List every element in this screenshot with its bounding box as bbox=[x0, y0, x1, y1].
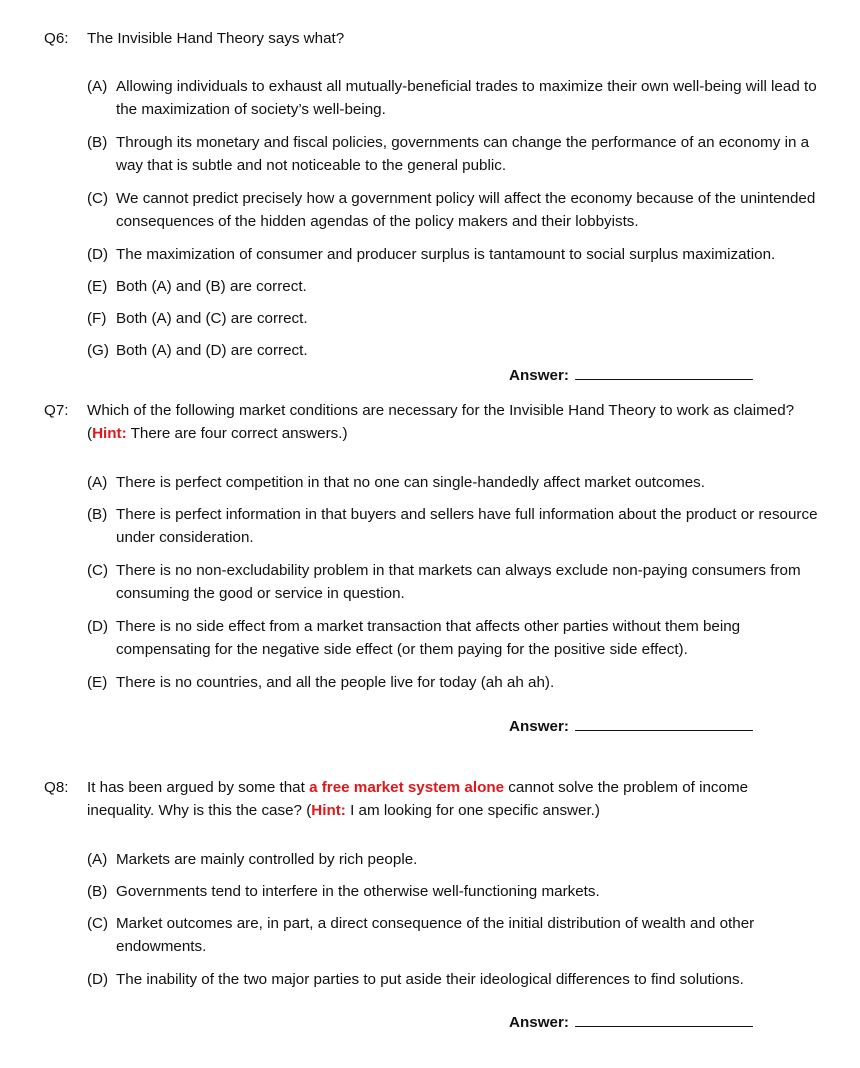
option-text: Governments tend to interfere in the otherwise well-functioning markets. bbox=[116, 883, 600, 900]
option-letter: (E) bbox=[87, 674, 108, 691]
option-letter: (C) bbox=[87, 190, 109, 207]
option-letter: (B) bbox=[87, 506, 108, 523]
option-text: There is perfect information in that buyers and sellers have full information about the product or resource under consideration. bbox=[116, 506, 818, 546]
option-d bbox=[87, 615, 832, 661]
option-letter: (C) bbox=[87, 915, 109, 932]
option-g bbox=[87, 339, 832, 362]
option-text: Both (A) and (C) are correct. bbox=[116, 310, 308, 327]
answer-blank[interactable] bbox=[575, 715, 753, 731]
answer-field[interactable] bbox=[509, 1011, 753, 1034]
option-letter: (D) bbox=[87, 618, 109, 635]
option-d bbox=[87, 243, 832, 266]
option-letter: (D) bbox=[87, 246, 109, 263]
option-f bbox=[87, 307, 832, 330]
hint-label: Hint: bbox=[311, 802, 346, 819]
option-text: Both (A) and (B) are correct. bbox=[116, 278, 307, 295]
hint-label: Hint: bbox=[92, 425, 127, 442]
option-letter: (D) bbox=[87, 971, 109, 988]
option-text: Through its monetary and fiscal policies, governments can change the performance of an economy in a way that is subtle and not noticeable to the general public. bbox=[116, 134, 810, 174]
option-e bbox=[87, 671, 832, 694]
option-c bbox=[87, 187, 832, 233]
option-a bbox=[87, 848, 832, 871]
question-text bbox=[87, 776, 807, 822]
option-letter: (F) bbox=[87, 310, 107, 327]
option-text: The inability of the two major parties to put aside their ideological differences to find solutions. bbox=[116, 971, 744, 988]
option-text: There is no side effect from a market transaction that affects other parties without them being compensating for the negative side effect (or them paying for the positive side effect). bbox=[116, 618, 741, 658]
option-d bbox=[87, 968, 832, 991]
option-letter: (A) bbox=[87, 78, 108, 95]
question-text-main: It has been argued by some that bbox=[87, 779, 310, 796]
option-letter: (A) bbox=[87, 474, 108, 491]
option-letter: (C) bbox=[87, 562, 109, 579]
option-a bbox=[87, 75, 832, 121]
option-e bbox=[87, 275, 832, 298]
answer-blank[interactable] bbox=[575, 1011, 753, 1027]
option-letter: (B) bbox=[87, 134, 108, 151]
option-a bbox=[87, 471, 832, 494]
option-text: Market outcomes are, in part, a direct consequence of the initial distribution of wealth and other endowments. bbox=[116, 915, 755, 955]
option-c bbox=[87, 559, 832, 605]
question-text-main: Which of the following market conditions are necessary for the Invisible Hand Theory to work as claimed? ( bbox=[87, 402, 795, 442]
emphasis-text: a free market system alone bbox=[309, 779, 505, 796]
option-b bbox=[87, 503, 832, 549]
option-text: Markets are mainly controlled by rich people. bbox=[116, 851, 418, 868]
question-label: Q7: bbox=[44, 402, 69, 419]
option-text: There is perfect competition in that no one can single-handedly affect market outcomes. bbox=[116, 474, 705, 491]
option-letter: (G) bbox=[87, 342, 109, 359]
option-text: Both (A) and (D) are correct. bbox=[116, 342, 308, 359]
option-b bbox=[87, 131, 832, 177]
answer-blank[interactable] bbox=[575, 364, 753, 380]
option-letter: (E) bbox=[87, 278, 108, 295]
option-text: There is no non-excludability problem in that markets can always exclude non-paying consumers from consuming the good or service in question. bbox=[116, 562, 801, 602]
option-text: There is no countries, and all the people live for today (ah ah ah). bbox=[116, 674, 555, 691]
option-text: The maximization of consumer and producer surplus is tantamount to social surplus maximization. bbox=[116, 246, 776, 263]
answer-field[interactable] bbox=[509, 715, 753, 738]
option-text: Allowing individuals to exhaust all mutually-beneficial trades to maximize their own well-being will lead to the maximization of society’s well-being. bbox=[116, 78, 817, 118]
option-letter: (B) bbox=[87, 883, 108, 900]
question-text: The Invisible Hand Theory says what? bbox=[87, 30, 345, 47]
answer-label: Answer: bbox=[509, 718, 569, 735]
question-label: Q8: bbox=[44, 779, 69, 796]
question-text-cont: cannot solve the problem of income inequality. Why is this the case? ( bbox=[87, 779, 749, 819]
option-b bbox=[87, 880, 832, 903]
answer-label: Answer: bbox=[509, 1014, 569, 1031]
option-c bbox=[87, 912, 832, 958]
option-text: We cannot predict precisely how a government policy will affect the economy because of the unintended consequences of the hidden agendas of the policy makers and their lobbyists. bbox=[116, 190, 816, 230]
question-label: Q6: bbox=[44, 30, 69, 47]
hint-text: There are four correct answers.) bbox=[126, 425, 348, 442]
answer-label: Answer: bbox=[509, 367, 569, 384]
option-letter: (A) bbox=[87, 851, 108, 868]
question-text bbox=[87, 399, 807, 445]
answer-field[interactable] bbox=[509, 364, 753, 387]
hint-text: I am looking for one specific answer.) bbox=[345, 802, 600, 819]
